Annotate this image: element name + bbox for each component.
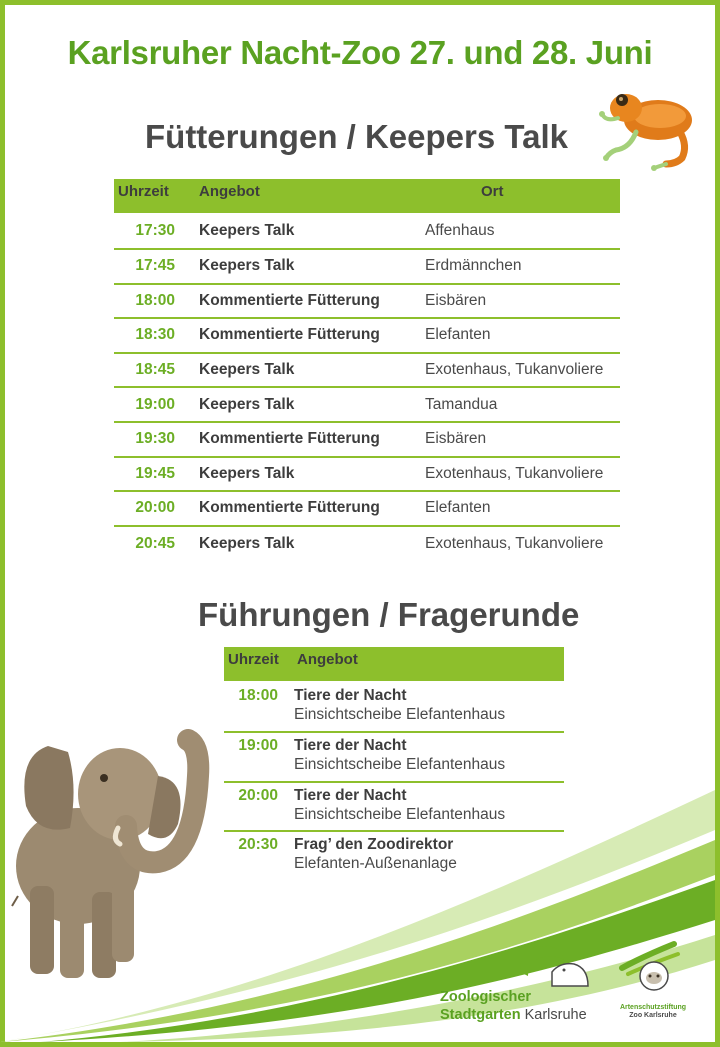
zoo-karlsruhe-logo [440,942,600,1027]
offer-title: Tiere der Nacht [294,737,407,754]
art-logo-line2: Zoo Karlsruhe [629,1012,677,1019]
table-row [114,284,620,319]
column-header-offer: Angebot [199,179,425,213]
offer-location: Einsichtscheibe Elefantenhaus [294,756,506,773]
page-title: Karlsruher Nacht-Zoo 27. und 28. Juni [67,34,653,71]
offer-title: Frag’ den Zoodirektor [294,836,454,853]
cell-time: 18:00 [114,284,199,319]
cell-place: Eisbären [425,422,620,457]
art-logo-line1: Artenschutzstiftung [619,1004,687,1011]
cell-offer: Kommentierte Fütterung [199,422,425,457]
offer-title: Tiere der Nacht [294,786,407,804]
table-row [114,249,620,284]
table-row [114,387,620,422]
cell-offer: Keepers Talk [199,534,295,552]
cell-time: 19:00 [224,732,294,782]
offer-location: Einsichtscheibe Elefantenhaus [294,706,506,723]
cell-time: 19:30 [114,422,199,457]
cell-place: Affenhaus [425,213,620,249]
cell-offer: Kommentierte Fütterung [199,284,425,319]
cell-time: 19:00 [114,387,199,422]
cell-offer: Keepers Talk [199,213,425,249]
zoo-logo-line2a: Stadtgarten [440,1007,521,1023]
cell-offer [294,681,564,732]
cell-time: 18:00 [224,681,294,732]
zoo-logo-mark-icon [440,942,600,992]
cell-time: 20:45 [135,534,175,552]
cell-offer: Kommentierte Fütterung [199,491,425,526]
offer-location: Einsichtscheibe Elefantenhaus [294,805,506,823]
column-header-offer: Angebot [294,647,564,681]
cell-time: 20:00 [224,782,294,832]
section-title-tours: Führungen / Fragerunde [198,596,580,633]
cell-place: Tamandua [425,387,620,422]
cell-offer: Kommentierte Fütterung [199,318,425,353]
feedings-table [114,179,620,560]
cell-place: Exotenhaus, Tukanvoliere [425,534,604,552]
tours-table [224,647,564,881]
cell-offer [294,782,564,832]
cell-place: Elefanten [425,491,620,526]
cell-time: 20:00 [114,491,199,526]
frog-image [596,78,700,174]
table-row [114,213,620,249]
cell-place: Erdmännchen [425,249,620,284]
cell-offer: Keepers Talk [199,249,425,284]
table-row [224,681,564,732]
offer-title: Tiere der Nacht [294,687,407,704]
cell-offer: Keepers Talk [199,353,425,388]
cell-time: 18:45 [114,353,199,388]
elephant-image [8,716,213,991]
table-header-row [114,179,620,213]
cell-time: 18:30 [114,318,199,353]
artenschutzstiftung-text [614,1004,692,1020]
table-header-row [224,647,564,681]
table-row [114,422,620,457]
cell-place: Exotenhaus, Tukanvoliere [425,457,620,492]
cell-place: Elefanten [425,318,620,353]
table-row [224,831,564,881]
table-row [224,782,564,832]
cell-time: 19:45 [114,457,199,492]
cell-time: 17:30 [114,213,199,249]
cell-offer: Keepers Talk [199,387,425,422]
cell-offer: Keepers Talk [199,457,425,492]
table-row [114,353,620,388]
table-row [224,732,564,782]
column-header-place: Ort [425,179,620,213]
cell-time: 20:30 [238,836,278,853]
artenschutzstiftung-logo [614,940,692,1025]
zoo-logo-line1: Zoologischer [440,989,532,1005]
cell-place: Exotenhaus, Tukanvoliere [425,353,620,388]
zoo-logo-text [440,988,587,1024]
cell-offer [294,732,564,782]
zoo-logo-line2b: Karlsruhe [524,1007,587,1023]
table-row [114,457,620,492]
section-title-feedings: Fütterungen / Keepers Talk [145,118,568,155]
column-header-time: Uhrzeit [224,647,294,681]
cell-place: Eisbären [425,284,620,319]
column-header-time: Uhrzeit [114,179,199,213]
sloth-icon [614,940,692,1002]
table-row [114,318,620,353]
cell-time: 17:45 [114,249,199,284]
offer-location: Elefanten-Außenanlage [294,855,457,872]
cell-offer [294,831,564,881]
table-row [114,491,620,526]
table-row [114,526,620,561]
